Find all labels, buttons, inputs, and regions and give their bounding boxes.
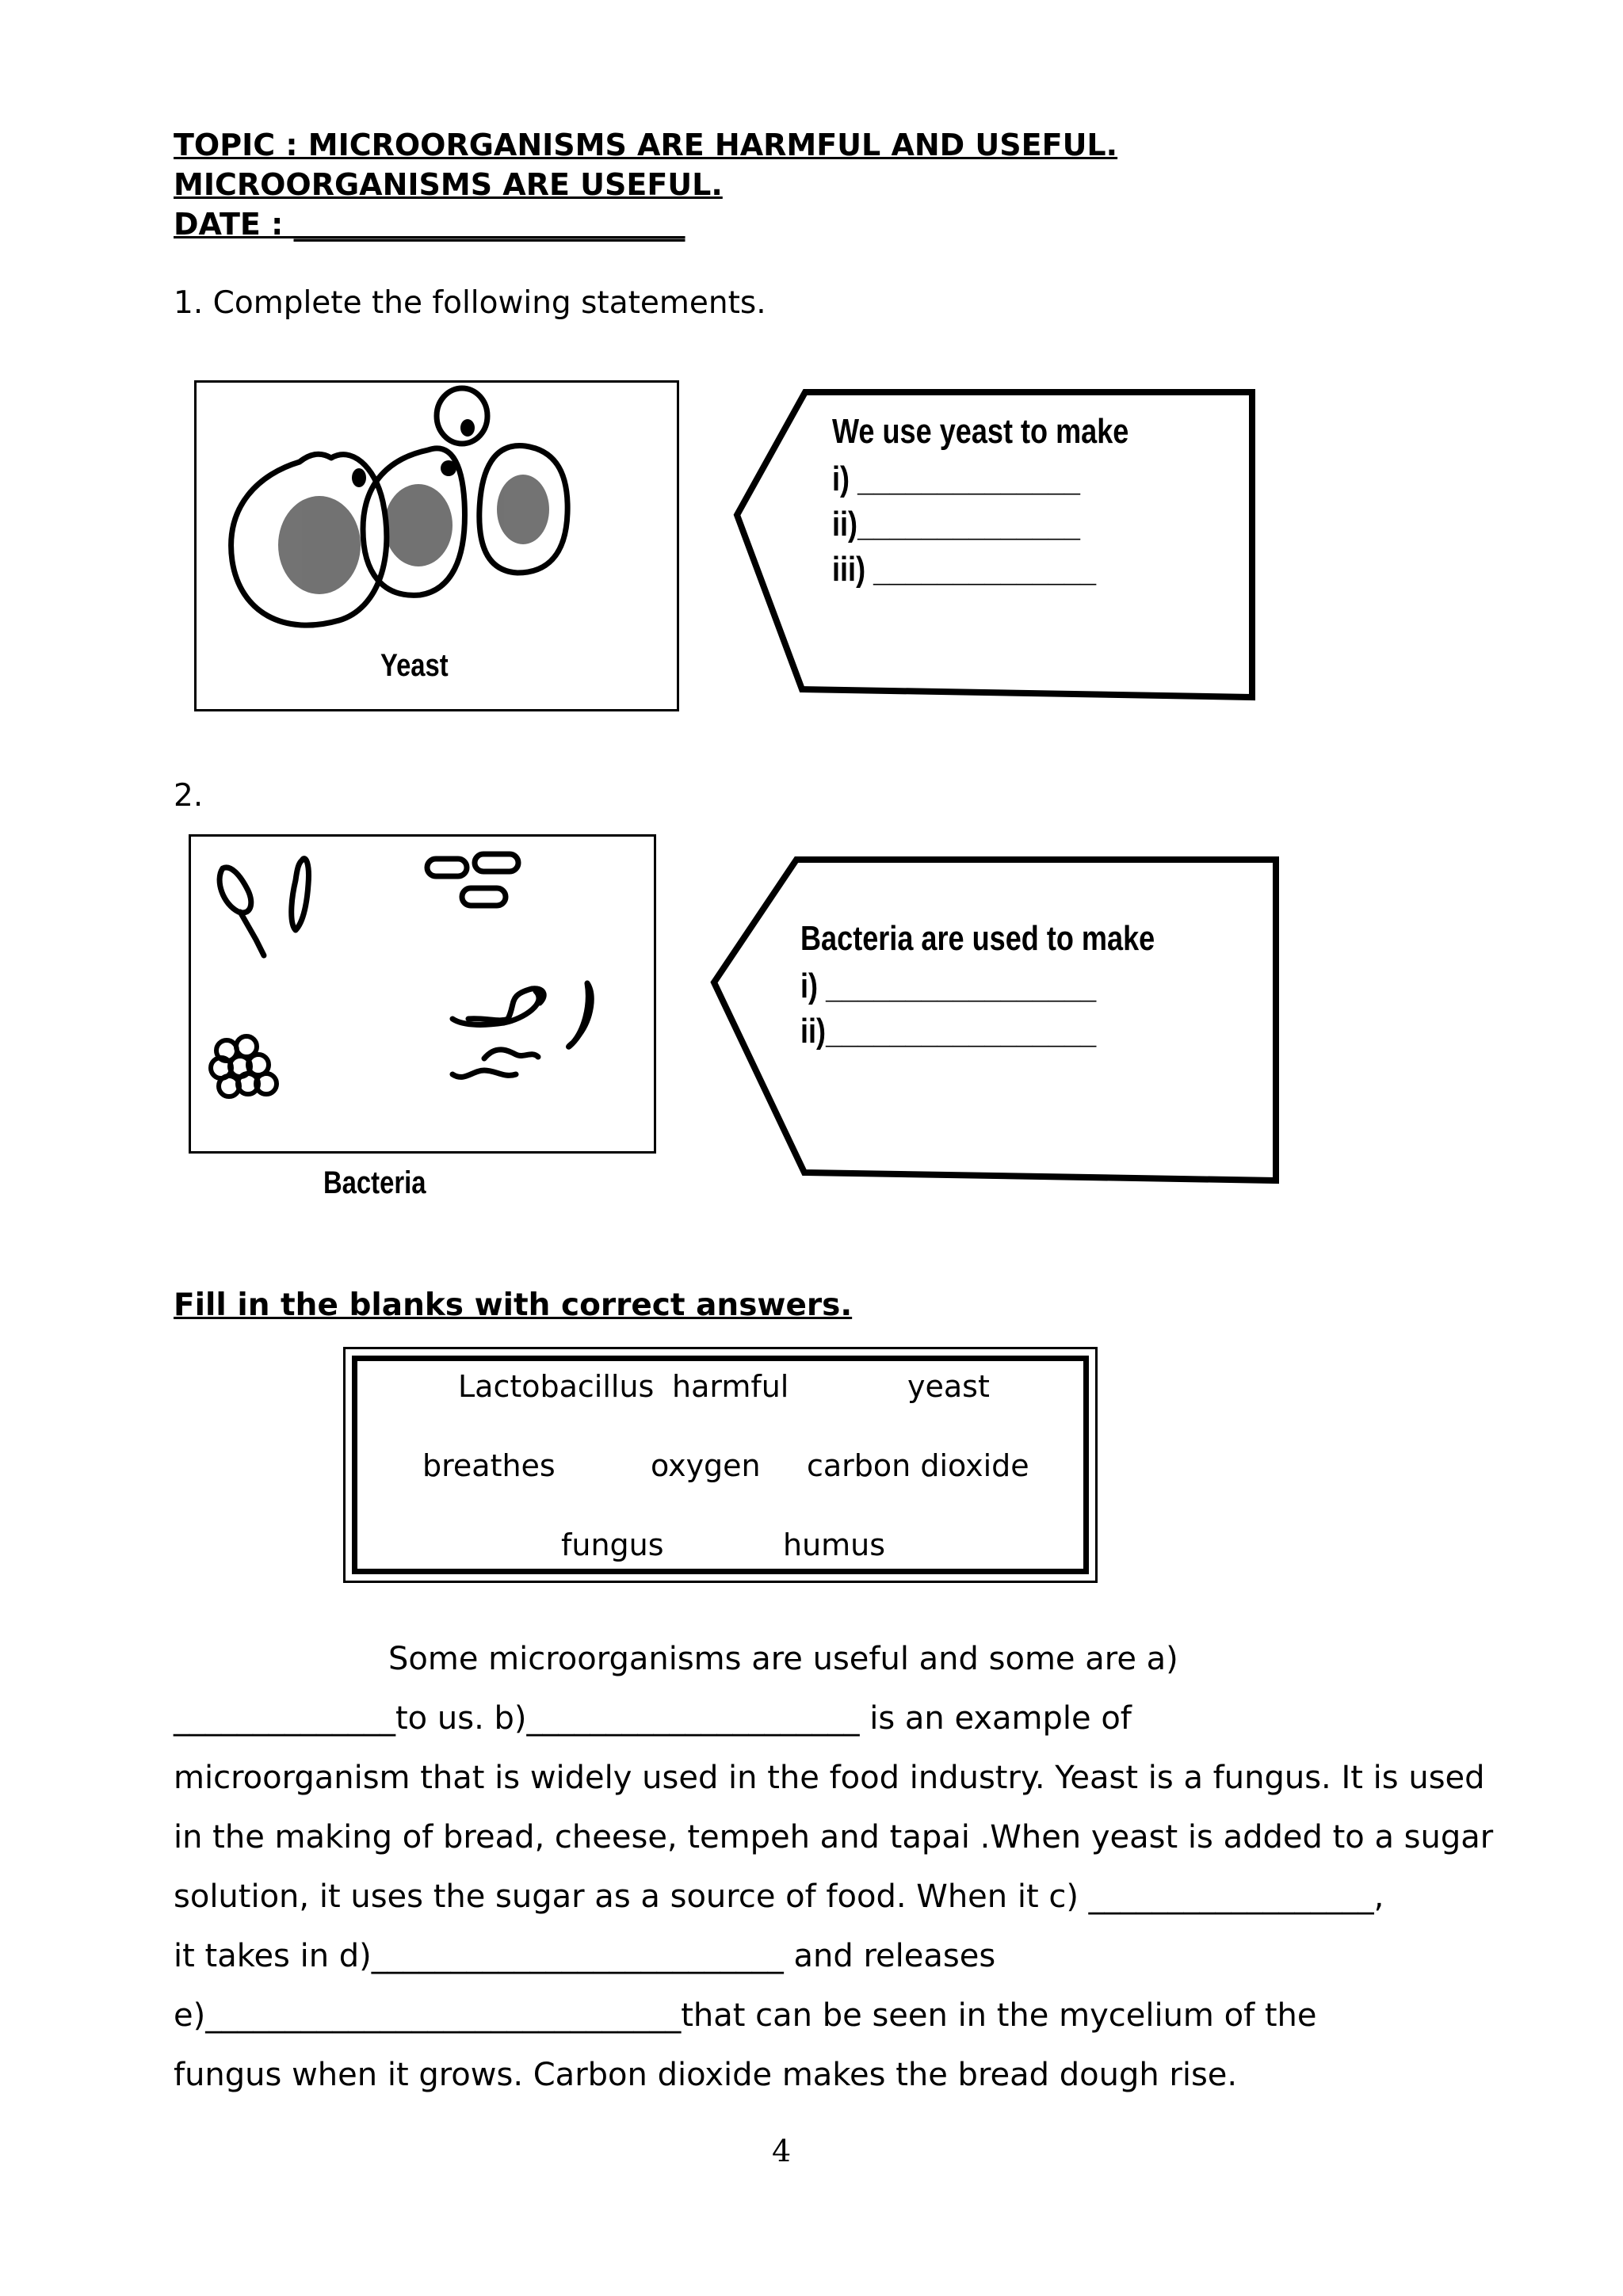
bacteria-caption: Bacteria <box>323 1165 426 1200</box>
yeast-image-frame <box>194 380 679 711</box>
fill-blanks-paragraph <box>174 1630 1494 2105</box>
bacteria-cells-illustration <box>191 837 654 1151</box>
bacteria-answer-line-2[interactable]: ii)_________________ <box>800 1012 1097 1051</box>
paragraph-line: fungus when it grows. Carbon dioxide makes the bread dough rise. <box>174 2057 1238 2093</box>
word-bank-item: humus <box>783 1527 886 1562</box>
question-1-instruction: 1. Complete the following statements. <box>174 285 766 321</box>
bacteria-image-frame <box>189 834 656 1154</box>
word-bank-item: breathes <box>422 1448 556 1483</box>
date-label: DATE : __________________________ <box>174 207 685 242</box>
subtopic-heading: MICROORGANISMS ARE USEFUL. <box>174 167 723 202</box>
yeast-answer-line-2[interactable]: ii)______________ <box>832 505 1080 543</box>
word-bank-item: fungus <box>561 1527 664 1562</box>
paragraph-line: Some microorganisms are useful and some are a) <box>388 1641 1178 1677</box>
word-bank-item: oxygen <box>651 1448 761 1483</box>
paragraph-line: microorganism that is widely used in the food industry. Yeast is a fungus. It is used <box>174 1760 1485 1796</box>
topic-heading: TOPIC : MICROORGANISMS ARE HARMFUL AND USEFUL. <box>174 128 1118 162</box>
bacteria-answer-line-1[interactable]: i) _________________ <box>800 967 1097 1005</box>
word-bank-item: yeast <box>907 1369 990 1404</box>
word-bank-item: Lactobacillus <box>458 1369 655 1404</box>
yeast-answer-line-3[interactable]: iii) ______________ <box>832 550 1097 589</box>
paragraph-line: it takes in d)__________________________ and releases <box>174 1938 996 1974</box>
fill-blanks-heading: Fill in the blanks with correct answers. <box>174 1287 853 1323</box>
paragraph-line: in the making of bread, cheese, tempeh and tapai .When yeast is added to a sugar <box>174 1819 1494 1855</box>
question-2-number: 2. <box>174 778 204 814</box>
word-bank-item: harmful <box>672 1369 789 1404</box>
yeast-answer-line-1[interactable]: i) ______________ <box>832 460 1080 498</box>
word-bank-item: carbon dioxide <box>807 1448 1029 1483</box>
paragraph-line: ______________to us. b)_____________________ is an example of <box>174 1700 1132 1737</box>
paragraph-line: solution, it uses the sugar as a source of food. When it c) __________________, <box>174 1878 1384 1915</box>
bacteria-tag-title: Bacteria are used to make <box>800 919 1155 958</box>
page-number: 4 <box>772 2134 792 2168</box>
yeast-tag-title: We use yeast to make <box>832 412 1129 451</box>
yeast-caption: Yeast <box>380 648 449 683</box>
paragraph-line: e)______________________________that can be seen in the mycelium of the <box>174 1997 1317 2034</box>
